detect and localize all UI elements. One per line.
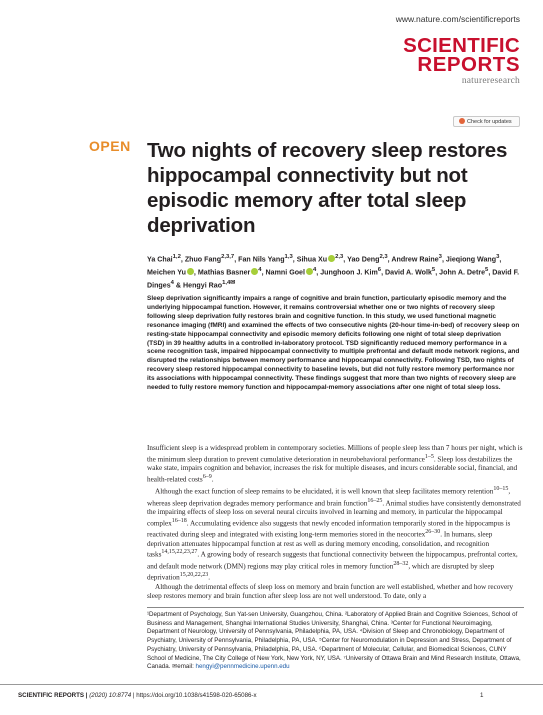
author-name[interactable]: Fan Nils Yang (238, 255, 285, 264)
author-affiliation-sup: 5 (431, 266, 436, 273)
body-paragraph-3: Although the detrimental effects of sleep loss on memory and brain function are well established, whether and how recovery sleep restores memory and brain function after sleep loss are not well understood. To date, only a (147, 583, 514, 601)
author-affiliation-sup: 5 (485, 266, 489, 273)
author-name[interactable]: David A. Wolk (385, 268, 432, 277)
author-affiliation-sup: 1,3 (284, 254, 293, 260)
author-name[interactable]: Sihua Xu (296, 255, 328, 264)
article-title: Two nights of recovery sleep restores hippocampal connectivity but not episodic memory after total sleep deprivation (147, 139, 508, 237)
author-affiliation-sup: 4 (312, 266, 317, 273)
open-access-label: OPEN (89, 138, 131, 154)
citation[interactable]: 1–5 (424, 453, 434, 460)
logo-line-reports: REPORTS (417, 53, 520, 76)
citation[interactable]: 26–30 (425, 529, 441, 536)
author-name[interactable]: David F. Dinges (147, 268, 520, 290)
author-name[interactable]: John A. Detre (439, 268, 486, 277)
author-name[interactable]: Yao Deng (347, 255, 380, 264)
body-paragraph-2: Although the exact function of sleep remains to be elucidated, it is well known that sleep facilitates memory retention$^{10-15}$, whereas sleep deprivation degrades memory performance and brain function$^{16-25}$. Animal studies have consistently demonstrated the impairing effects of sleep loss on several neural circuits involved in learning and memory, in particular the hippocampal complex$^{16-18}$. Accumulating evidence also suggests that newly encoded information temporarily stored in the hippocampus is reactivated during sleep and integrated with existing long-term memories stored in the neocortex$^{26-30}$. In humans, sleep deprivation attenuates hippocampal function at rest as well as during memory encoding, consolidation, and recognition tasks$^{14,15,22,23,27}$. A growing body of research suggests that functional connectivity between the hippocampus, prefrontal cortex, and default mode network (DMN) regions may play critical roles in memory function$^{28-32}$, which are disrupted by sleep deprivation$^{15,20,22,23}$. (147, 486, 521, 582)
author-affiliation-sup: 4 (170, 279, 174, 286)
author-name[interactable]: Andrew Raine (391, 255, 439, 264)
orcid-icon[interactable] (187, 268, 194, 275)
page-number: 1 (480, 692, 484, 699)
author-name[interactable]: Zhuo Fang (184, 255, 222, 264)
footer-journal: SCIENTIFIC REPORTS | (18, 692, 88, 699)
citation[interactable]: 16–25 (367, 497, 383, 504)
author-name[interactable]: Hengyi Rao (183, 281, 223, 290)
journal-url[interactable]: www.nature.com/scientificreports (395, 14, 520, 24)
author-affiliation-sup: 3 (438, 254, 442, 260)
abstract: Sleep deprivation significantly impairs a range of cognitive and brain function, particularly episodic memory and the underlying hippocampal function. However, it remains controversial whether one or two nights of recovery sleep following sleep deprivation fully restores brain and cognitive function. In this study, we used functional magnetic resonance imaging (fMRI) and examined the effects of two consecutive nights (20-hour time-in-bed) of recovery sleep on resting-state hippocampal connectivity and episodic memory deficits following one night of total sleep deprivation (TSD) in 39 healthy adults in a controlled in-laboratory protocol. TSD significantly reduced memory performance in a scene recognition task, impaired hippocampal connectivity to multiple prefrontal and default mode network regions, and disrupted the relationships between memory performance and hippocampal connectivity. Following TSD, two nights of recovery sleep restored hippocampal connectivity to baseline levels, but did not fully restore memory performance nor its associations with hippocampal connectivity. These findings suggest that more than two nights of recovery sleep are needed to fully restore memory function and hippocampal-memory associations after one night of total sleep loss. (147, 295, 520, 392)
citation[interactable]: 16–18 (171, 517, 187, 524)
author-affiliation-sup: 2,3 (335, 254, 344, 260)
author-affiliation-sup: 3 (496, 254, 500, 260)
author-affiliation-sup: 1,4✉ (222, 279, 236, 286)
crossmark-icon (459, 118, 465, 124)
author-affiliation-sup: 4 (258, 266, 262, 273)
author-affiliation-sup: 2,3 (379, 254, 388, 260)
journal-logo (380, 36, 520, 86)
author-affiliation-sup: 2,3,7 (221, 254, 235, 260)
orcid-icon[interactable] (306, 268, 313, 275)
citation[interactable]: 15,20,22,23 (179, 572, 209, 578)
footer-year: (2020) 10:8774 (89, 692, 132, 699)
check-for-updates-button[interactable] (453, 116, 520, 127)
author-name[interactable]: Junghoon J. Kim (320, 268, 378, 277)
author-affiliation-sup: 6 (377, 266, 382, 273)
citation[interactable]: 10–15 (493, 486, 509, 493)
author-name[interactable]: Jieqiong Wang (445, 255, 497, 264)
author-name[interactable]: Mathias Basner (197, 268, 251, 277)
author-name[interactable]: Ya Chai (147, 255, 173, 264)
footer-doi-link[interactable]: | https://doi.org/10.1038/s41598-020-65086-x (132, 692, 257, 699)
citation[interactable]: 14,15,22,23,27 (161, 549, 198, 556)
footer-citation (18, 692, 257, 699)
check-for-updates-label: Check for updates (467, 119, 512, 125)
citation[interactable]: 28–32 (393, 560, 409, 567)
body-paragraph-1: Insufficient sleep is a widespread problem in contemporary societies. Millions of people sleep less than 7 hours per night, which is the minimum sleep duration to prevent cumulative deterioration in neurobehavioral performance$^{1-5}$. Sleep loss destabilizes the wake state, impairs cognition and behavior, increases the risk for multiple diseases, and incurs considerable social, financial, and health-related costs$^{6-9}$. (147, 444, 523, 484)
footer-rule (0, 684, 543, 685)
logo-line-scientific: SCIENTIFIC (403, 34, 520, 57)
citation[interactable]: 6–9 (202, 474, 212, 481)
affiliations-text: ¹Department of Psychology, Sun Yat-sen University, Guangzhou, China. ²Laboratory of Applied Brain and Cognitive Sciences, School of Business and Management, Shanghai International Studies University, Shanghai, China. ³Center for Functional Neuroimaging, Department of Neurology, University of Pennsylvania, Philadelphia, PA, USA. ⁴Division of Sleep and Chronobiology, Department of Psychiatry, University of Pennsylvania, Philadelphia, PA, USA. ⁵Center for Neuromodulation in Depression and Stress, Department of Psychiatry, University of Pennsylvania, Philadelphia, PA, USA. ⁶Department of Molecular, Cellular, and Biomedical Sciences, CUNY School of Medicine, The City College of New York, New York, NY, USA. ⁷University of Ottawa Brain and Mind Research Institute, Ottawa, Canada. ✉email: (147, 611, 521, 671)
author-affiliation-sup: 1,2 (172, 254, 181, 260)
logo-line-natureresearch: natureresearch (461, 76, 520, 86)
author-list: Ya Chai$^{1,2}$, Zhuo Fang$^{2,3,7}$, Fan Nils Yang$^{1,3}$, Sihua Xu $^{2,3}$, Yao Deng$^{2,3}$, Andrew Raine$^3$, Jieqiong Wang$^3$, Meichen Yu , Mathias Basner $^4$, Namni Goel $^4$, Junghoon J. Kim$^6$, David A. Wolk$^5$, John A. Detre$^5$, David F. Dinges$^4$ & Hengyi Rao$^{1,4✉}$ (147, 254, 520, 290)
author-name[interactable]: Namni Goel (265, 268, 305, 277)
affiliations (147, 607, 524, 672)
corresponding-email-link[interactable]: hengyi@pennmedicine.upenn.edu (195, 663, 290, 671)
author-name[interactable]: Meichen Yu (147, 268, 186, 277)
body-text (147, 444, 524, 601)
